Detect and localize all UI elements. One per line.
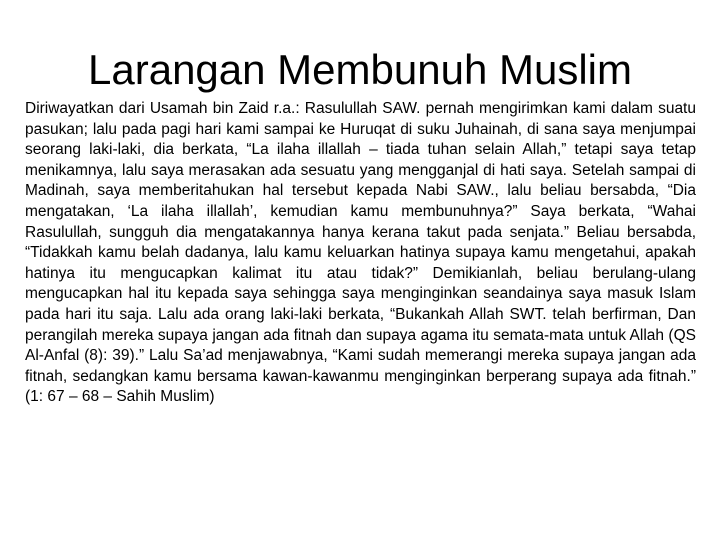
slide-body-text: Diriwayatkan dari Usamah bin Zaid r.a.: Rasulullah SAW. pernah mengirimkan kami dalam suatu pasukan; lalu pada pagi hari kami sampai ke Huruqat di suku Juhainah, di sana saya menjumpai seorang laki-laki, dia berkata, “La ilaha illallah – tiada tuhan selain Allah,” tetapi saya tetap menikamnya, lalu saya merasakan ada sesuatu yang mengganjal di hati saya. Setelah sampai di Madinah, saya memberitahukan hal tersebut kepada Nabi SAW., lalu beliau bersabda, “Dia mengatakan, ‘La ilaha illallah’, kemudian kamu membunuhnya?” Saya berkata, “Wahai Rasulullah, sungguh dia mengatakannya hanya kerana takut pada senjata.” Beliau bersabda, “Tidakkah kamu belah dadanya, lalu kamu keluarkan hatinya supaya kamu mengetahui, apakah hatinya itu mengucapkan kalimat itu atau tidak?” Demikianlah, beliau berulang-ulang mengucapkan hal itu kepada saya sehingga saya menginginkan seandainya saya masuk Islam pada hari itu saja. Lalu ada orang laki-laki berkata, “Bukankah Allah SWT. telah berfirman, Dan perangilah mereka supaya jangan ada fitnah dan supaya agama itu semata-mata untuk Allah (QS Al-Anfal (8): 39).” Lalu Sa’ad menjawabnya, “Kami sudah memerangi mereka supaya jangan ada fitnah, sedangkan kamu bersama kawan-kawanmu menginginkan berperang supaya ada fitnah.” (1: 67 – 68 – Sahih Muslim)	[25, 100, 696, 406]
slide-title: Larangan Membunuh Muslim	[88, 46, 632, 93]
